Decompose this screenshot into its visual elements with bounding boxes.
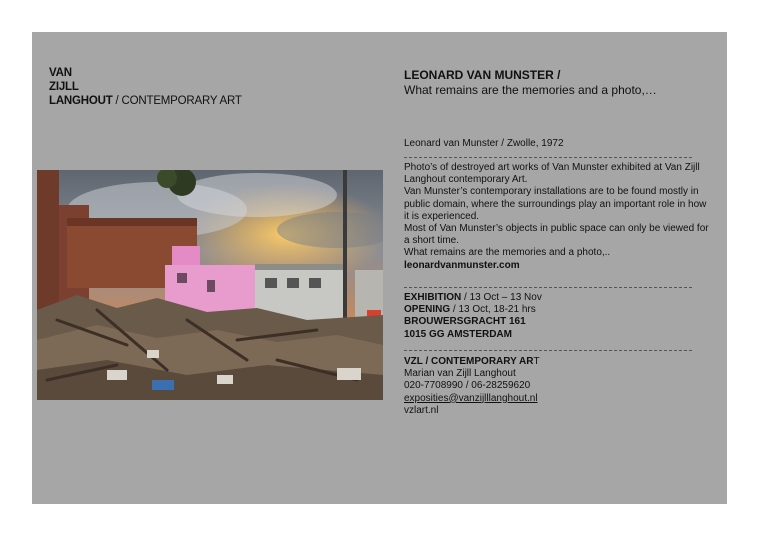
artist-byline: Leonard van Munster / Zwolle, 1972 (404, 138, 564, 149)
address-street: BROUWERSGRACHT 161 (404, 316, 526, 328)
logo-line-3: LANGHOUT / CONTEMPORARY ART (49, 95, 242, 107)
divider (404, 350, 692, 351)
gallery-contact (404, 356, 714, 417)
gallery-name: VZL / CONTEMPORARY ART (404, 356, 540, 367)
divider (404, 157, 692, 158)
divider (404, 287, 692, 288)
address-city: 1015 GG AMSTERDAM (404, 328, 512, 340)
description-block (404, 162, 714, 272)
description-paragraph: What remains are the memories and a photo,.. (404, 247, 611, 259)
description-paragraph: Most of Van Munster’s objects in public space can only be viewed for a short time. (404, 223, 709, 247)
description-paragraph: Van Munster’s contemporary installations are to be found mostly in public domain, where the surroundings play an important role in how it is experienced. (404, 186, 707, 222)
artwork-photo (37, 170, 383, 400)
logo-line-1: VAN (49, 67, 72, 79)
opening-time: OPENING / 13 Oct, 18-21 hrs (404, 304, 536, 316)
gallery-website[interactable]: vzlart.nl (404, 404, 439, 416)
event-details (404, 292, 714, 341)
artist-website[interactable]: leonardvanmunster.com (404, 259, 520, 271)
contact-email-link[interactable]: exposities@vanzijlllanghout.nl (404, 392, 538, 404)
contact-person: Marian van Zijll Langhout (404, 368, 516, 380)
description-paragraph: Photo’s of destroyed art works of Van Munster exhibited at Van Zijll Langhout contemporary Art. (404, 162, 700, 186)
invitation-card (32, 32, 727, 504)
exhibition-dates: EXHIBITION / 13 Oct – 13 Nov (404, 292, 542, 303)
gallery-logo (49, 66, 242, 108)
exhibition-title: LEONARD VAN MUNSTER / (404, 68, 561, 82)
contact-phones: 020-7708990 / 06-28259620 (404, 380, 531, 392)
logo-line-2: ZIJLL (49, 81, 79, 93)
exhibition-subtitle: What remains are the memories and a photo,… (404, 83, 657, 97)
